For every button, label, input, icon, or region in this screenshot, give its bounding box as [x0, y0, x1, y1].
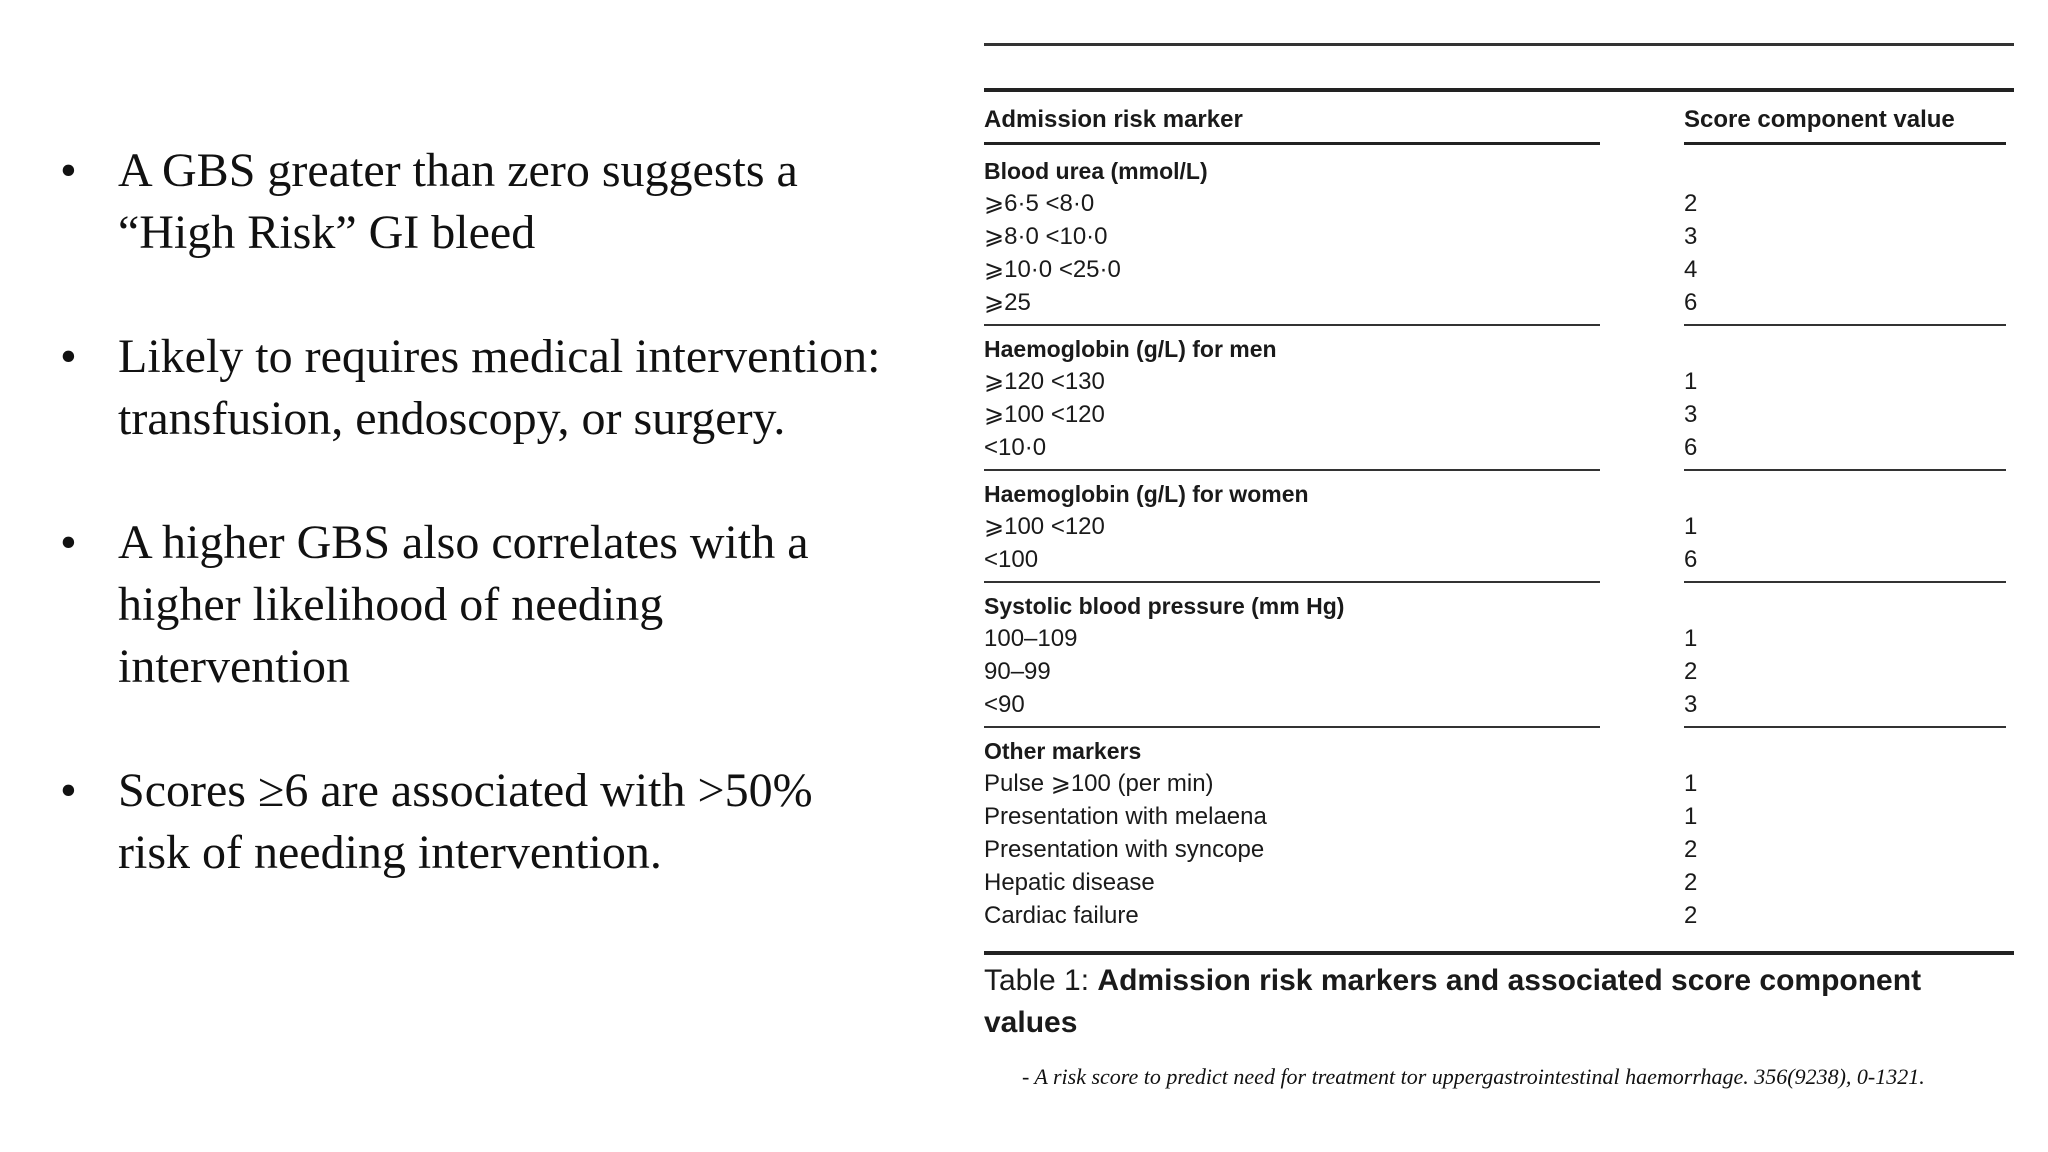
bullet-list: [60, 140, 960, 946]
table-top-rule: [984, 43, 2014, 46]
bullet-line: Likely to requires medical intervention:: [118, 330, 881, 383]
bullet-line: “High Risk” GI bleed: [118, 206, 536, 259]
group-divider: [984, 464, 2014, 478]
table-row: [984, 655, 2014, 688]
bullet-item: [60, 326, 960, 450]
group-divider: [984, 721, 2014, 735]
row-label: ⩾100 <120: [984, 513, 1105, 540]
table-row: [984, 286, 2014, 319]
table-row: [984, 866, 2014, 899]
table-row: [984, 253, 2014, 286]
bullet-line: risk of needing intervention.: [118, 826, 662, 879]
caption-title: Admission risk markers and associated score component values: [984, 964, 1922, 1039]
group-other-markers: [984, 735, 2014, 932]
table-row: [984, 431, 2014, 464]
bullet-marker: •: [60, 330, 77, 383]
row-value: 3: [1684, 691, 1698, 718]
citation-text: - A risk score to predict need for treatment tor uppergastrointestinal haemorrhage. 356(9238), 0-1321.: [1022, 1064, 1925, 1089]
row-value: 1: [1684, 368, 1698, 395]
table-row: [984, 543, 2014, 576]
row-value: 2: [1684, 902, 1698, 929]
group-title: Haemoglobin (g/L) for men: [984, 336, 1277, 362]
table-bottom-rule: [984, 951, 2014, 955]
row-value: 6: [1684, 434, 1698, 461]
row-value: 1: [1684, 625, 1698, 652]
caption-prefix: Table 1:: [984, 964, 1098, 997]
group-divider: [984, 319, 2014, 333]
group-haemoglobin-men: [984, 333, 2014, 464]
row-label: Presentation with melaena: [984, 803, 1267, 830]
row-value: 6: [1684, 546, 1698, 573]
group-blood-urea: [984, 155, 2014, 319]
row-label: <90: [984, 691, 1025, 718]
row-label: Presentation with syncope: [984, 836, 1265, 863]
row-label: Cardiac failure: [984, 902, 1139, 929]
header-underline: [1684, 142, 2006, 145]
row-label: 90–99: [984, 658, 1051, 685]
row-label: <100: [984, 546, 1039, 573]
bullet-line: transfusion, endoscopy, or surgery.: [118, 392, 786, 445]
table-row: [984, 800, 2014, 833]
group-haemoglobin-women: [984, 478, 2014, 576]
table-row: [984, 767, 2014, 800]
bullet-line: higher likelihood of needing: [118, 578, 664, 631]
table-row: [984, 510, 2014, 543]
table-row: [984, 398, 2014, 431]
table-row: [984, 688, 2014, 721]
table-row: [984, 365, 2014, 398]
bullet-item: [60, 760, 960, 884]
bullet-line: A higher GBS also correlates with a: [118, 516, 809, 569]
row-value: 1: [1684, 770, 1698, 797]
row-value: 2: [1684, 658, 1698, 685]
row-value: 3: [1684, 401, 1698, 428]
group-title: Other markers: [984, 738, 1142, 764]
row-value: 6: [1684, 289, 1698, 316]
row-label: ⩾8·0 <10·0: [984, 223, 1108, 250]
row-label: ⩾25: [984, 289, 1031, 316]
row-value: 2: [1684, 869, 1698, 896]
bullet-line: intervention: [118, 640, 350, 693]
row-label: ⩾120 <130: [984, 368, 1105, 395]
group-divider: [984, 576, 2014, 590]
table-row: [984, 833, 2014, 866]
bullet-line: A GBS greater than zero suggests a: [118, 144, 798, 197]
group-title: Systolic blood pressure (mm Hg): [984, 593, 1345, 619]
row-value: 1: [1684, 803, 1698, 830]
table-row: [984, 622, 2014, 655]
table-header-row: [984, 106, 2014, 138]
table-header-rule: [984, 88, 2014, 92]
group-title: Blood urea (mmol/L): [984, 158, 1208, 184]
header-risk-marker: Admission risk marker: [984, 106, 1243, 133]
group-title: Haemoglobin (g/L) for women: [984, 481, 1309, 507]
header-score-value: Score component value: [1684, 106, 1955, 133]
bullet-line: Scores ≥6 are associated with >50%: [118, 764, 813, 817]
table-row: [984, 187, 2014, 220]
row-value: 4: [1684, 256, 1698, 283]
table-row: [984, 220, 2014, 253]
table-row: [984, 899, 2014, 932]
row-label: ⩾6·5 <8·0: [984, 190, 1095, 217]
row-label: ⩾10·0 <25·0: [984, 256, 1121, 283]
bullet-item: [60, 140, 960, 264]
row-label: Hepatic disease: [984, 869, 1155, 896]
bullet-marker: •: [60, 764, 77, 817]
row-label: 100–109: [984, 625, 1078, 652]
row-label: ⩾100 <120: [984, 401, 1105, 428]
group-systolic-bp: [984, 590, 2014, 721]
table-caption: [984, 960, 2014, 1044]
bullet-marker: •: [60, 516, 77, 569]
row-value: 2: [1684, 836, 1698, 863]
row-label: <10·0: [984, 434, 1047, 461]
row-value: 2: [1684, 190, 1698, 217]
header-underline: [984, 142, 1600, 145]
bullet-item: [60, 512, 960, 698]
row-label: Pulse ⩾100 (per min): [984, 770, 1214, 797]
bullet-marker: •: [60, 144, 77, 197]
row-value: 1: [1684, 513, 1698, 540]
table-body: [984, 155, 2014, 932]
row-value: 3: [1684, 223, 1698, 250]
